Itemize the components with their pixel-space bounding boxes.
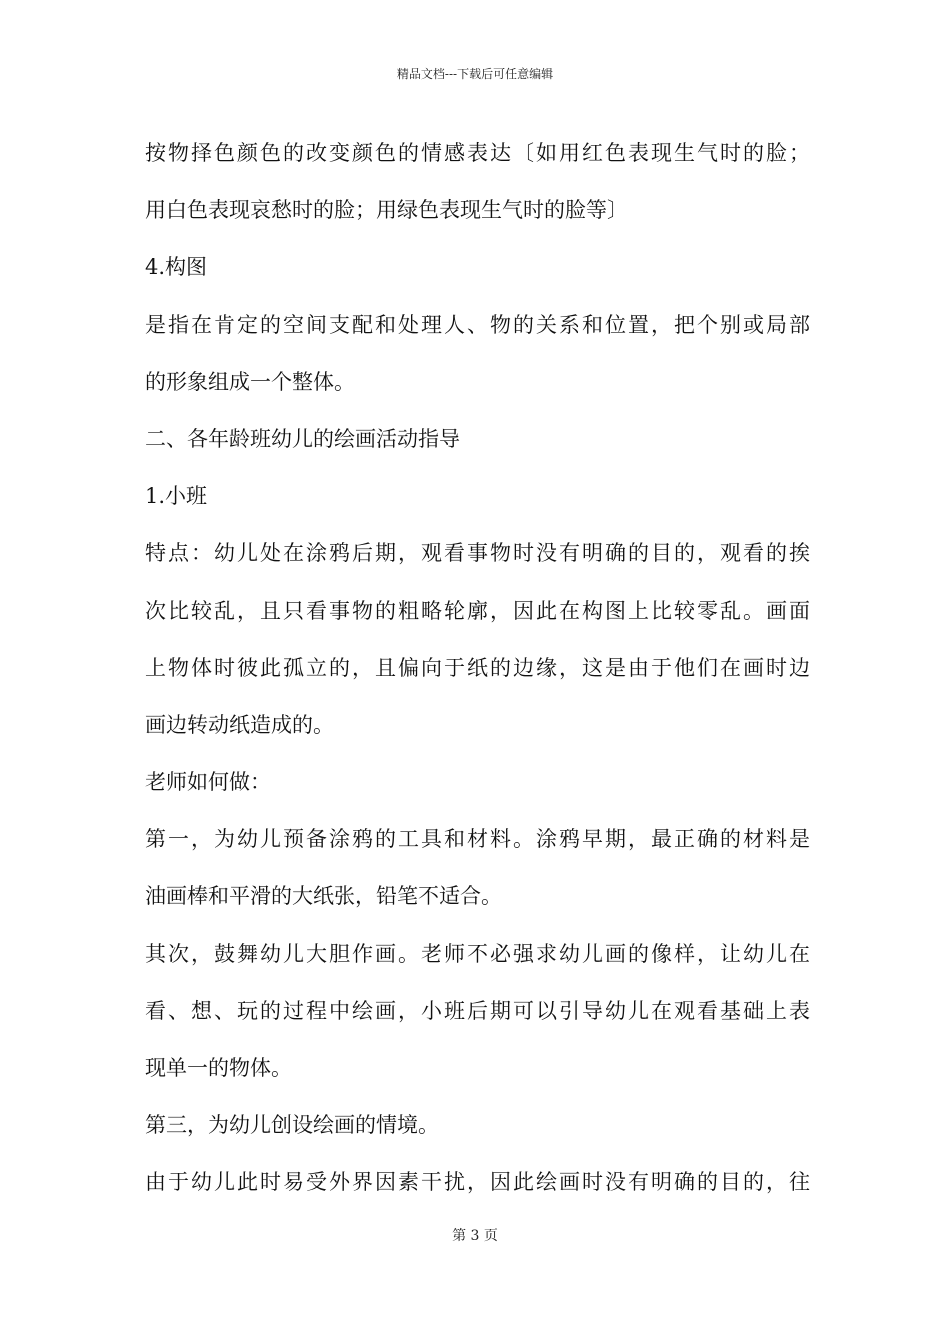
page-number: 第 3 页 <box>452 1228 498 1244</box>
paragraph-line: 由于幼儿此时易受外界因素干扰，因此绘画时没有明确的目的，往 <box>145 1170 810 1195</box>
document-body <box>145 133 810 1220</box>
paragraph-line: 是指在肯定的空间支配和处理人、物的关系和位置，把个别或局部 <box>145 312 810 337</box>
paragraph-line: 上物体时彼此孤立的，且偏向于纸的边缘，这是由于他们在画时边 <box>145 655 810 680</box>
section-heading: 4.构图 <box>145 255 208 280</box>
paragraph-line: 第三，为幼儿创设绘画的情境。 <box>145 1113 439 1138</box>
paragraph-line: 老师如何做： <box>145 770 271 795</box>
paragraph-line: 画边转动纸造成的。 <box>145 712 334 737</box>
paragraph-line: 第一，为幼儿预备涂鸦的工具和材料。涂鸦早期，最正确的材料是 <box>145 827 810 852</box>
page-header: 精品文档---下载后可任意编辑 <box>396 67 554 81</box>
paragraph-line: 看、想、玩的过程中绘画，小班后期可以引导幼儿在观看基础上表 <box>145 998 810 1023</box>
paragraph-line: 现单一的物体。 <box>145 1056 292 1080</box>
paragraph-line: 按物择色颜色的改变颜色的情感表达〔如用红色表现生气时的脸； <box>145 141 810 165</box>
paragraph-line: 油画棒和平滑的大纸张，铅笔不适合。 <box>145 884 502 909</box>
section-heading: 1.小班 <box>145 484 208 509</box>
paragraph-line: 用白色表现哀愁时的脸；用绿色表现生气时的脸等〕 <box>145 198 628 223</box>
paragraph-line: 特点：幼儿处在涂鸦后期，观看事物时没有明确的目的，观看的挨 <box>145 541 810 566</box>
paragraph-line: 的形象组成一个整体。 <box>145 369 355 394</box>
paragraph-line: 次比较乱，且只看事物的粗略轮廓，因此在构图上比较零乱。画面 <box>145 598 810 623</box>
paragraph-line: 其次，鼓舞幼儿大胆作画。老师不必强求幼儿画的像样，让幼儿在 <box>145 941 810 966</box>
section-heading: 二、各年龄班幼儿的绘画活动指导 <box>145 426 460 451</box>
